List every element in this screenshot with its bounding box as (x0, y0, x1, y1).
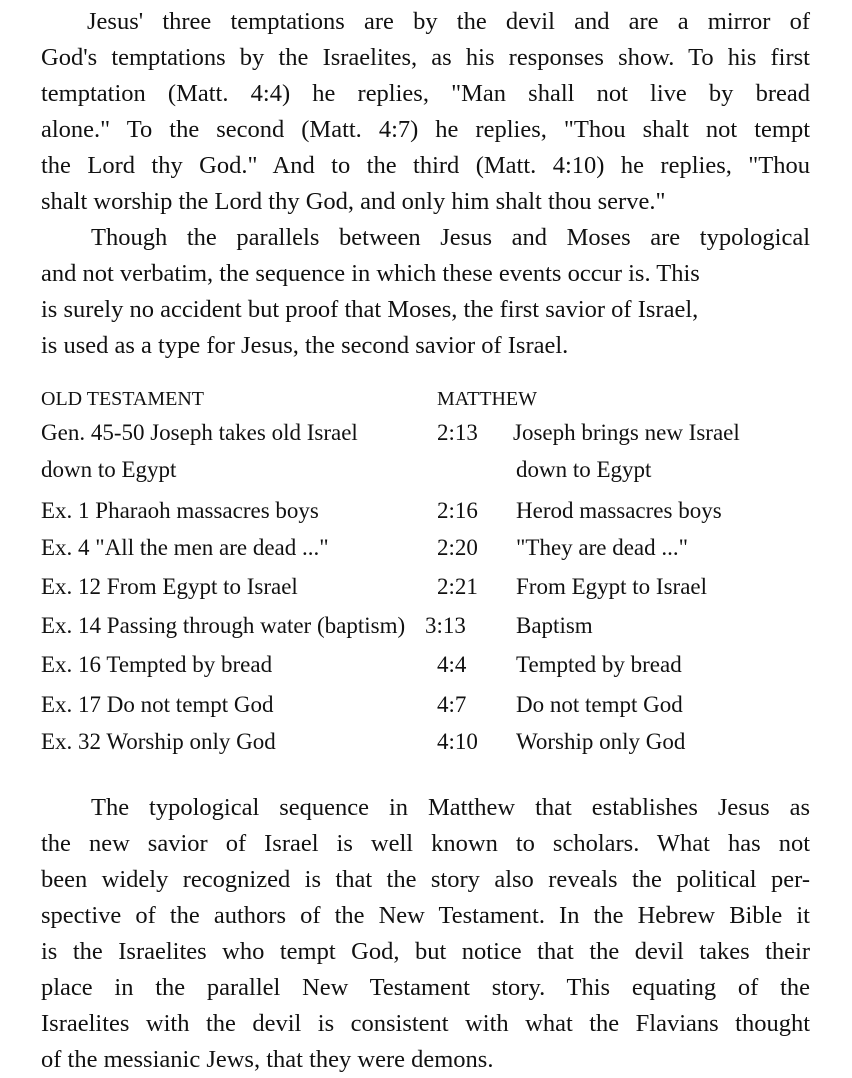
matthew-ref-cell: 3:13 (425, 613, 466, 638)
text-line: been widely recognized is that the story also reveals the political per- (41, 866, 810, 893)
matthew-text-cell: "They are dead ..." (516, 535, 689, 560)
text-line: The typological sequence in Matthew that establishes Jesus as (91, 794, 810, 821)
old-testament-cell: Ex. 1 Pharaoh massacres boys (41, 498, 319, 523)
table-row (41, 452, 821, 488)
text-line: spective of the authors of the New Testament. In the Hebrew Bible it (41, 902, 810, 929)
matthew-text-cell: Tempted by bread (516, 652, 682, 677)
matthew-ref-cell: 2:21 (437, 574, 478, 599)
matthew-text-cell: Do not tempt God (516, 692, 683, 717)
text-line: the new savior of Israel is well known to scholars. What has not (41, 830, 810, 857)
matthew-text-cell: down to Egypt (516, 457, 652, 482)
old-testament-cell: down to Egypt (41, 457, 177, 482)
old-testament-cell: Ex. 16 Tempted by bread (41, 652, 273, 677)
matthew-ref-cell: 2:13 (437, 420, 478, 445)
matthew-ref-cell: 4:4 (437, 652, 467, 677)
table-row (41, 647, 821, 683)
table-row (41, 415, 821, 451)
table-row (41, 493, 821, 529)
text-line: temptation (Matt. 4:4) he replies, "Man shall not live by bread (41, 80, 810, 107)
table-row (41, 608, 821, 644)
matthew-text-cell: Worship only God (516, 729, 686, 754)
text-line: Israelites with the devil is consistent with what the Flavians thought (41, 1010, 810, 1037)
table-row (41, 724, 821, 760)
old-testament-cell: Gen. 45-50 Joseph takes old Israel (41, 420, 358, 445)
matthew-ref-cell: 2:20 (437, 535, 478, 560)
matthew-text-cell: Herod massacres boys (516, 498, 722, 523)
matthew-ref-cell: 4:7 (437, 692, 467, 717)
old-testament-cell: Ex. 17 Do not tempt God (41, 692, 274, 717)
text-line: and not verbatim, the sequence in which these events occur is. This (41, 260, 700, 287)
matthew-ref-cell: 2:16 (437, 498, 478, 523)
matthew-text-cell: Joseph brings new Israel (513, 420, 740, 445)
text-line: is the Israelites who tempt God, but notice that the devil takes their (41, 938, 810, 965)
text-line: is surely no accident but proof that Moses, the first savior of Israel, (41, 296, 699, 323)
text-line: Jesus' three temptations are by the devil and are a mirror of (87, 8, 810, 35)
text-line: place in the parallel New Testament story. This equating of the (41, 974, 810, 1001)
text-line: alone." To the second (Matt. 4:7) he replies, "Thou shalt not tempt (41, 116, 810, 143)
paragraph-typological-sequence (41, 790, 810, 1078)
old-testament-cell: Ex. 14 Passing through water (baptism) (41, 613, 406, 638)
paragraph-parallels (41, 220, 810, 364)
matthew-text-cell: Baptism (516, 613, 593, 638)
text-line: shalt worship the Lord thy God, and only him shalt thou serve." (41, 188, 666, 215)
old-testament-cell: Ex. 12 From Egypt to Israel (41, 574, 298, 599)
paragraph-temptations (41, 4, 810, 220)
text-line: Though the parallels between Jesus and Moses are typological (91, 224, 810, 251)
text-line: the Lord thy God." And to the third (Matt. 4:10) he replies, "Thou (41, 152, 810, 179)
table-row (41, 530, 821, 566)
old-testament-cell: Ex. 32 Worship only God (41, 729, 276, 754)
old-testament-cell: Ex. 4 "All the men are dead ..." (41, 535, 329, 560)
text-line: God's temptations by the Israelites, as his responses show. To his first (41, 44, 810, 71)
table-header-old-testament: OLD TESTAMENT (41, 388, 205, 410)
table-row (41, 569, 821, 605)
text-line: is used as a type for Jesus, the second savior of Israel. (41, 332, 569, 359)
matthew-ref-cell: 4:10 (437, 729, 478, 754)
table-header-matthew: MATTHEW (437, 388, 537, 410)
matthew-text-cell: From Egypt to Israel (516, 574, 707, 599)
table-row (41, 687, 821, 723)
text-line: of the messianic Jews, that they were demons. (41, 1046, 494, 1073)
